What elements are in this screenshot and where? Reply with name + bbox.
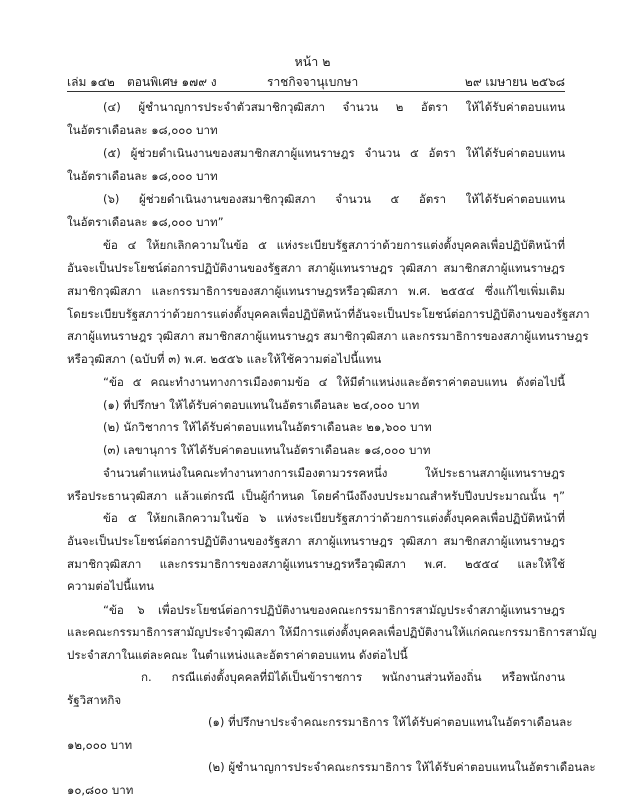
page-number: หน้า ๒ — [294, 54, 331, 69]
text-line: “ข้อ ๕ คณะทำงานทางการเมืองตามข้อ ๔ ให้มีตำแหน่งและอัตราค่าตอบแทน ดังต่อไปนี้ — [103, 375, 565, 390]
text-line: ในอัตราเดือนละ ๑๘,๐๐๐ บาท — [67, 122, 218, 137]
text-line: ประจำสภาในแต่ละคณะ ในตำแหน่งและอัตราค่าตอบแทน ดังต่อไปนี้ — [67, 647, 408, 662]
text-line: “ข้อ ๖ เพื่อประโยชน์ต่อการปฏิบัติงานของคณะกรรมาธิการสามัญประจำสภาผู้แทนราษฎร — [103, 602, 565, 617]
text-line: อันจะเป็นประโยชน์ต่อการปฏิบัติงานของรัฐสภา สภาผู้แทนราษฎร วุฒิสภา สมาชิกสภาผู้แทนราษฎร — [67, 260, 565, 275]
publication-date: ๒๙ เมษายน ๒๕๖๘ — [464, 75, 565, 89]
volume-label: เล่ม ๑๔๒ — [67, 75, 115, 89]
text-line: อันจะเป็นประโยชน์ต่อการปฏิบัติงานของรัฐสภา สภาผู้แทนราษฎร วุฒิสภา สมาชิกสภาผู้แทนราษฎร — [67, 534, 565, 549]
text-line: สภาผู้แทนราษฎร วุฒิสภา สมาชิกสภาผู้แทนราษฎร สมาชิกวุฒิสภา และกรรมาธิการของสภาผู้แทนราษฎร — [67, 329, 589, 344]
text-line: จำนวนตำแหน่งในคณะทำงานทางการเมืองตามวรรคหนึ่ง ให้ประธานสภาผู้แทนราษฎร — [103, 466, 565, 481]
publication-title: ราชกิจจานุเบกษา — [267, 75, 359, 89]
text-line: (๖) ผู้ช่วยดำเนินงานของสมาชิกวุฒิสภา จำนวน ๕ อัตรา ให้ได้รับค่าตอบแทน — [103, 192, 565, 207]
text-line: (๒) ผู้ชำนาญการประจำคณะกรรมาธิการ ให้ได้รับค่าตอบแทนในอัตราเดือนละ — [208, 760, 596, 775]
text-line: ๑๐,๘๐๐ บาท — [67, 783, 134, 797]
text-line: (๔) ผู้ชำนาญการประจำตัวสมาชิกวุฒิสภา จำนวน ๒ อัตรา ให้ได้รับค่าตอบแทน — [103, 100, 565, 114]
text-line: (๑) ที่ปรึกษา ให้ได้รับค่าตอบแทนในอัตราเดือนละ ๒๔,๐๐๐ บาท — [103, 397, 420, 412]
text-line: (๕) ผู้ช่วยดำเนินงานของสมาชิกสภาผู้แทนราษฎร จำนวน ๕ อัตรา ให้ได้รับค่าตอบแทน — [103, 146, 565, 161]
text-line: ข้อ ๔ ให้ยกเลิกความในข้อ ๕ แห่งระเบียบรัฐสภาว่าด้วยการแต่งตั้งบุคคลเพื่อปฏิบัติหน้าที่ — [103, 238, 565, 253]
text-line: ในอัตราเดือนละ ๑๘,๐๐๐ บาท — [67, 168, 218, 183]
text-line: หรือวุฒิสภา (ฉบับที่ ๓) พ.ศ. ๒๕๕๖ และให้ใช้ความต่อไปนี้แทน — [67, 351, 382, 366]
text-line: หรือประธานวุฒิสภา แล้วแต่กรณี เป็นผู้กำหนด โดยคำนึงถึงงบประมาณสำหรับปีงบประมาณนั้น ๆ” — [67, 488, 565, 503]
text-line: และคณะกรรมาธิการสามัญประจำวุฒิสภา ให้มีการแต่งตั้งบุคคลเพื่อปฏิบัติงานให้แก่คณะกรรมาธิการสามัญ — [67, 625, 597, 640]
text-line: ก. กรณีแต่งตั้งบุคคลที่มิได้เป็นข้าราชการ พนักงานส่วนท้องถิ่น หรือพนักงาน — [141, 670, 565, 685]
text-line: (๒) นักวิชาการ ให้ได้รับค่าตอบแทนในอัตราเดือนละ ๒๑,๖๐๐ บาท — [103, 420, 432, 435]
text-line: ในอัตราเดือนละ ๑๘,๐๐๐ บาท” — [67, 214, 224, 229]
text-line: (๑) ที่ปรึกษาประจำคณะกรรมาธิการ ให้ได้รับค่าตอบแทนในอัตราเดือนละ — [208, 715, 573, 730]
text-line: ความต่อไปนี้แทน — [67, 579, 155, 594]
gazette-header — [67, 73, 565, 92]
text-line: สมาชิกวุฒิสภา และกรรมาธิการของสภาผู้แทนราษฎรหรือวุฒิสภา พ.ศ. ๒๕๕๔ ซึ่งแก้ไขเพิ่มเติม — [67, 284, 565, 299]
text-line: โดยระเบียบรัฐสภาว่าด้วยการแต่งตั้งบุคคลเพื่อปฏิบัติหน้าที่อันจะเป็นประโยชน์ต่อการปฏิบัติงานของรัฐสภา — [67, 306, 590, 321]
text-line: สมาชิกวุฒิสภา และกรรมาธิการของสภาผู้แทนราษฎรหรือวุฒิสภา พ.ศ. ๒๕๕๔ และให้ใช้ — [67, 556, 565, 571]
text-line: ข้อ ๕ ให้ยกเลิกความในข้อ ๖ แห่งระเบียบรัฐสภาว่าด้วยการแต่งตั้งบุคคลเพื่อปฏิบัติหน้าที่ — [103, 511, 565, 526]
text-line: (๓) เลขานุการ ให้ได้รับค่าตอบแทนในอัตราเดือนละ ๑๘,๐๐๐ บาท — [103, 442, 431, 457]
issue-label: ตอนพิเศษ ๑๗๙ ง — [127, 75, 217, 89]
text-line: รัฐวิสาหกิจ — [67, 692, 122, 707]
text-line: ๑๒,๐๐๐ บาท — [67, 737, 133, 752]
